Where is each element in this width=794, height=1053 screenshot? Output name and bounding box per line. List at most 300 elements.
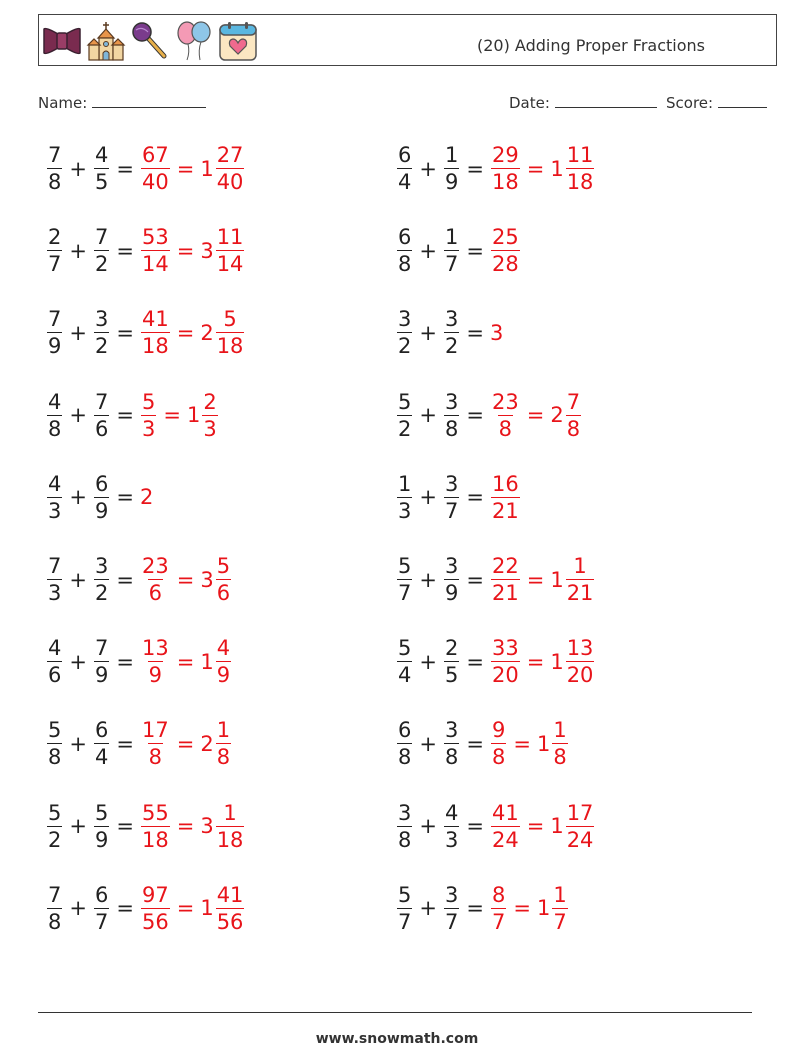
equals-sign: = bbox=[466, 320, 484, 345]
answer-whole: 3 bbox=[489, 320, 504, 345]
problem-item bbox=[396, 389, 582, 441]
addend-fraction bbox=[94, 227, 109, 275]
answer-mixed-fraction bbox=[566, 800, 595, 852]
answer-whole-part: 2 bbox=[200, 320, 214, 345]
plus-sign: + bbox=[419, 238, 437, 263]
numerator: 2 bbox=[203, 389, 217, 414]
answer bbox=[490, 145, 595, 193]
equals-sign: = bbox=[116, 649, 134, 674]
numerator: 6 bbox=[94, 471, 109, 496]
numerator: 5 bbox=[48, 718, 62, 743]
numerator: 3 bbox=[94, 554, 109, 578]
problem-item bbox=[46, 556, 232, 604]
denominator: 8 bbox=[491, 745, 506, 770]
numerator: 8 bbox=[491, 882, 506, 907]
answer-equals-sign: = bbox=[176, 814, 195, 839]
score-blank[interactable] bbox=[718, 93, 767, 108]
answer-improper-fraction bbox=[491, 882, 506, 934]
numerator: 5 bbox=[141, 389, 156, 414]
numerator: 1 bbox=[553, 882, 567, 907]
answer-equals-sign: = bbox=[526, 814, 545, 839]
denominator: 3 bbox=[48, 581, 62, 605]
numerator: 1 bbox=[216, 718, 231, 743]
numerator: 22 bbox=[491, 554, 519, 578]
problem-item bbox=[396, 638, 595, 686]
header-icons bbox=[42, 20, 258, 62]
numerator: 5 bbox=[398, 882, 412, 907]
denominator: 8 bbox=[216, 745, 231, 770]
answer-mixed-fraction bbox=[566, 389, 581, 441]
numerator: 67 bbox=[141, 143, 169, 167]
numerator: 6 bbox=[398, 225, 412, 250]
addend-fraction bbox=[397, 638, 412, 686]
answer-mixed-fraction bbox=[216, 556, 231, 604]
numerator: 3 bbox=[444, 882, 459, 907]
answer-equals-sign: = bbox=[163, 403, 181, 428]
denominator: 18 bbox=[491, 170, 519, 194]
numerator: 16 bbox=[491, 471, 519, 496]
answer-improper-fraction bbox=[491, 720, 506, 768]
denominator: 3 bbox=[444, 827, 459, 852]
numerator: 1 bbox=[223, 800, 237, 825]
addend-fraction bbox=[94, 638, 109, 686]
numerator: 6 bbox=[94, 882, 109, 907]
plus-sign: + bbox=[419, 731, 437, 756]
answer-whole-part: 1 bbox=[550, 814, 564, 839]
answer-whole-part: 1 bbox=[200, 156, 214, 181]
addend-fraction bbox=[47, 882, 62, 934]
addend-fraction bbox=[94, 556, 109, 604]
numerator: 23 bbox=[491, 389, 519, 414]
answer-whole-part: 1 bbox=[550, 567, 564, 592]
answer bbox=[140, 882, 245, 934]
plus-sign: + bbox=[419, 320, 437, 345]
denominator: 56 bbox=[141, 909, 169, 934]
problem-item bbox=[46, 145, 245, 193]
numerator: 25 bbox=[491, 225, 519, 250]
problem-item bbox=[46, 389, 219, 441]
denominator: 2 bbox=[94, 581, 109, 605]
denominator: 6 bbox=[48, 663, 62, 688]
addend-fraction bbox=[444, 309, 459, 357]
numerator: 7 bbox=[94, 389, 109, 414]
problem-item bbox=[396, 720, 569, 768]
numerator: 5 bbox=[398, 636, 412, 661]
microphone-icon bbox=[130, 20, 170, 62]
addend-fraction bbox=[444, 389, 459, 441]
denominator: 9 bbox=[48, 334, 62, 359]
plus-sign: + bbox=[69, 567, 87, 592]
denominator: 8 bbox=[48, 170, 62, 194]
plus-sign: + bbox=[419, 567, 437, 592]
denominator: 9 bbox=[148, 663, 163, 688]
answer bbox=[490, 638, 595, 686]
problem-item bbox=[46, 720, 232, 768]
date-blank[interactable] bbox=[555, 93, 657, 108]
answer-whole-part: 1 bbox=[536, 896, 551, 921]
equals-sign: = bbox=[466, 896, 484, 921]
denominator: 2 bbox=[398, 334, 412, 359]
numerator: 3 bbox=[444, 718, 459, 743]
problem-item bbox=[46, 638, 232, 686]
answer-whole-part: 2 bbox=[200, 731, 214, 756]
problem-item bbox=[396, 227, 521, 275]
denominator: 18 bbox=[141, 827, 169, 852]
denominator: 7 bbox=[48, 252, 62, 277]
numerator: 53 bbox=[141, 225, 169, 250]
answer-improper-fraction bbox=[141, 882, 170, 934]
answer bbox=[140, 720, 232, 768]
problem-item bbox=[46, 471, 154, 523]
numerator: 4 bbox=[48, 636, 62, 661]
addend-fraction bbox=[397, 227, 412, 275]
numerator: 7 bbox=[48, 554, 62, 578]
denominator: 7 bbox=[398, 581, 412, 605]
addend-fraction bbox=[94, 309, 109, 357]
denominator: 9 bbox=[444, 581, 459, 605]
answer-improper-fraction bbox=[491, 389, 520, 441]
equals-sign: = bbox=[466, 485, 484, 510]
numerator: 3 bbox=[398, 800, 412, 825]
denominator: 6 bbox=[148, 581, 163, 605]
numerator: 4 bbox=[48, 389, 62, 414]
denominator: 4 bbox=[398, 663, 412, 688]
denominator: 3 bbox=[203, 416, 217, 441]
numerator: 41 bbox=[141, 307, 169, 332]
worksheet-title: (20) Adding Proper Fractions bbox=[477, 36, 705, 55]
denominator: 21 bbox=[491, 581, 519, 605]
numerator: 2 bbox=[48, 225, 62, 250]
addend-fraction bbox=[397, 556, 412, 604]
problem-item bbox=[46, 800, 245, 852]
equals-sign: = bbox=[466, 567, 484, 592]
answer-equals-sign: = bbox=[176, 320, 195, 345]
numerator: 9 bbox=[491, 718, 506, 743]
problem-item bbox=[396, 471, 521, 523]
answer-improper-fraction bbox=[491, 556, 520, 604]
denominator: 14 bbox=[141, 252, 169, 277]
numerator: 5 bbox=[94, 800, 109, 825]
denominator: 2 bbox=[444, 334, 459, 359]
addend-fraction bbox=[397, 145, 412, 193]
addend-fraction bbox=[397, 471, 412, 523]
denominator: 24 bbox=[566, 827, 594, 852]
denominator: 7 bbox=[491, 909, 506, 934]
equals-sign: = bbox=[466, 238, 484, 263]
addend-fraction bbox=[47, 227, 62, 275]
numerator: 11 bbox=[566, 143, 594, 167]
denominator: 40 bbox=[141, 170, 169, 194]
answer-whole-part: 1 bbox=[200, 896, 214, 921]
plus-sign: + bbox=[69, 156, 87, 181]
plus-sign: + bbox=[69, 649, 87, 674]
problem-item bbox=[46, 309, 245, 357]
answer bbox=[140, 389, 219, 441]
numerator: 23 bbox=[141, 554, 169, 578]
equals-sign: = bbox=[116, 567, 134, 592]
problem-item bbox=[396, 556, 595, 604]
name-blank[interactable] bbox=[92, 93, 206, 108]
denominator: 8 bbox=[48, 909, 62, 934]
answer-improper-fraction bbox=[491, 227, 520, 275]
numerator: 2 bbox=[444, 636, 459, 661]
footer-url: www.snowmath.com bbox=[315, 1031, 479, 1047]
equals-sign: = bbox=[116, 156, 134, 181]
answer-whole-part: 1 bbox=[186, 403, 201, 428]
denominator: 7 bbox=[444, 909, 459, 934]
denominator: 3 bbox=[398, 498, 412, 523]
numerator: 3 bbox=[444, 471, 459, 496]
answer-equals-sign: = bbox=[513, 896, 531, 921]
plus-sign: + bbox=[69, 320, 87, 345]
addend-fraction bbox=[47, 720, 62, 768]
numerator: 13 bbox=[141, 636, 169, 661]
denominator: 40 bbox=[216, 170, 244, 194]
numerator: 4 bbox=[216, 636, 231, 661]
numerator: 41 bbox=[216, 882, 244, 907]
denominator: 4 bbox=[398, 170, 412, 194]
denominator: 5 bbox=[94, 170, 109, 194]
addend-fraction bbox=[444, 720, 459, 768]
denominator: 8 bbox=[398, 745, 412, 770]
answer bbox=[490, 227, 521, 275]
denominator: 8 bbox=[398, 252, 412, 277]
numerator: 7 bbox=[566, 389, 581, 414]
denominator: 21 bbox=[566, 581, 594, 605]
answer-equals-sign: = bbox=[176, 731, 195, 756]
addend-fraction bbox=[397, 309, 412, 357]
addend-fraction bbox=[94, 389, 109, 441]
denominator: 9 bbox=[94, 663, 109, 688]
addend-fraction bbox=[444, 638, 459, 686]
denominator: 3 bbox=[48, 498, 62, 523]
numerator: 7 bbox=[94, 636, 109, 661]
numerator: 17 bbox=[141, 718, 169, 743]
numerator: 3 bbox=[94, 307, 109, 332]
numerator: 7 bbox=[48, 143, 62, 167]
denominator: 8 bbox=[48, 745, 62, 770]
addend-fraction bbox=[47, 309, 62, 357]
date-field[interactable] bbox=[509, 93, 657, 112]
answer-whole: 2 bbox=[139, 485, 154, 510]
answer-whole-part: 1 bbox=[200, 649, 214, 674]
numerator: 3 bbox=[398, 307, 412, 332]
denominator: 20 bbox=[566, 663, 594, 688]
denominator: 18 bbox=[216, 827, 244, 852]
footer-divider bbox=[38, 1012, 752, 1013]
denominator: 3 bbox=[141, 416, 156, 441]
denominator: 7 bbox=[444, 498, 459, 523]
addend-fraction bbox=[47, 145, 62, 193]
answer-whole-part: 3 bbox=[200, 238, 214, 263]
answer bbox=[490, 882, 569, 934]
problem-item bbox=[396, 145, 595, 193]
answer-equals-sign: = bbox=[526, 403, 545, 428]
answer-mixed-fraction bbox=[202, 389, 217, 441]
denominator: 7 bbox=[94, 909, 109, 934]
name-label: Name: bbox=[38, 94, 88, 112]
denominator: 7 bbox=[444, 252, 459, 277]
denominator: 8 bbox=[444, 745, 459, 770]
answer-equals-sign: = bbox=[176, 896, 195, 921]
answer bbox=[140, 309, 245, 357]
addend-fraction bbox=[47, 389, 62, 441]
addend-fraction bbox=[47, 800, 62, 852]
plus-sign: + bbox=[419, 814, 437, 839]
answer-improper-fraction bbox=[141, 638, 170, 686]
denominator: 18 bbox=[216, 334, 244, 359]
equals-sign: = bbox=[466, 403, 484, 428]
addend-fraction bbox=[444, 556, 459, 604]
answer-equals-sign: = bbox=[176, 567, 195, 592]
answer-mixed-fraction bbox=[216, 882, 245, 934]
addend-fraction bbox=[444, 800, 459, 852]
denominator: 21 bbox=[491, 498, 519, 523]
plus-sign: + bbox=[419, 156, 437, 181]
plus-sign: + bbox=[69, 485, 87, 510]
denominator: 8 bbox=[498, 416, 513, 441]
equals-sign: = bbox=[116, 403, 134, 428]
numerator: 7 bbox=[48, 307, 62, 332]
numerator: 7 bbox=[48, 882, 62, 907]
answer-mixed-fraction bbox=[552, 720, 567, 768]
denominator: 8 bbox=[566, 416, 581, 441]
numerator: 5 bbox=[223, 307, 237, 332]
answer-mixed-fraction bbox=[216, 309, 245, 357]
worksheet-header bbox=[38, 14, 777, 66]
answer-equals-sign: = bbox=[176, 238, 195, 263]
answer bbox=[490, 471, 521, 523]
denominator: 4 bbox=[94, 745, 109, 770]
answer bbox=[489, 320, 504, 345]
answer-mixed-fraction bbox=[552, 882, 567, 934]
numerator: 17 bbox=[566, 800, 594, 825]
answer-improper-fraction bbox=[141, 389, 156, 441]
numerator: 5 bbox=[216, 554, 231, 578]
answer-mixed-fraction bbox=[216, 227, 245, 275]
denominator: 2 bbox=[398, 416, 412, 441]
plus-sign: + bbox=[69, 238, 87, 263]
answer-whole-part: 3 bbox=[200, 567, 214, 592]
plus-sign: + bbox=[69, 814, 87, 839]
addend-fraction bbox=[444, 145, 459, 193]
answer-improper-fraction bbox=[141, 556, 170, 604]
numerator: 3 bbox=[444, 307, 459, 332]
answer bbox=[140, 800, 245, 852]
plus-sign: + bbox=[69, 731, 87, 756]
answer-whole-part: 1 bbox=[536, 731, 551, 756]
answer bbox=[140, 487, 153, 508]
answer-mixed-fraction bbox=[216, 145, 245, 193]
denominator: 8 bbox=[48, 416, 62, 441]
equals-sign: = bbox=[116, 485, 134, 510]
answer-mixed-fraction bbox=[216, 720, 231, 768]
denominator: 8 bbox=[148, 745, 163, 770]
addend-fraction bbox=[47, 556, 62, 604]
addend-fraction bbox=[397, 800, 412, 852]
addend-fraction bbox=[444, 882, 459, 934]
equals-sign: = bbox=[116, 320, 134, 345]
plus-sign: + bbox=[419, 649, 437, 674]
answer bbox=[140, 638, 232, 686]
numerator: 5 bbox=[398, 554, 412, 578]
numerator: 55 bbox=[141, 800, 169, 825]
name-field[interactable] bbox=[38, 93, 206, 112]
answer bbox=[140, 227, 245, 275]
problem-item bbox=[396, 309, 503, 357]
equals-sign: = bbox=[466, 814, 484, 839]
addend-fraction bbox=[94, 800, 109, 852]
denominator: 2 bbox=[48, 827, 62, 852]
numerator: 1 bbox=[444, 225, 459, 250]
plus-sign: + bbox=[69, 896, 87, 921]
score-field[interactable] bbox=[666, 93, 767, 112]
numerator: 1 bbox=[398, 471, 412, 496]
problem-item bbox=[396, 800, 595, 852]
numerator: 7 bbox=[94, 225, 109, 250]
addend-fraction bbox=[94, 471, 109, 523]
equals-sign: = bbox=[466, 649, 484, 674]
numerator: 3 bbox=[444, 554, 459, 578]
answer-improper-fraction bbox=[141, 800, 170, 852]
answer bbox=[490, 720, 569, 768]
denominator: 9 bbox=[94, 498, 109, 523]
addend-fraction bbox=[94, 145, 109, 193]
numerator: 1 bbox=[553, 718, 567, 743]
numerator: 6 bbox=[398, 718, 412, 743]
plus-sign: + bbox=[69, 403, 87, 428]
denominator: 6 bbox=[94, 416, 109, 441]
answer-equals-sign: = bbox=[513, 731, 531, 756]
numerator: 6 bbox=[94, 718, 109, 743]
numerator: 4 bbox=[444, 800, 459, 825]
numerator: 5 bbox=[48, 800, 62, 825]
denominator: 8 bbox=[398, 827, 412, 852]
answer-improper-fraction bbox=[491, 145, 520, 193]
denominator: 7 bbox=[398, 909, 412, 934]
denominator: 18 bbox=[141, 334, 169, 359]
answer-whole-part: 2 bbox=[550, 403, 564, 428]
answer-whole-part: 1 bbox=[550, 156, 564, 181]
problem-item bbox=[46, 227, 245, 275]
numerator: 13 bbox=[566, 636, 594, 661]
denominator: 6 bbox=[216, 581, 231, 605]
denominator: 9 bbox=[444, 170, 459, 194]
answer-improper-fraction bbox=[141, 720, 170, 768]
bow-tie-icon bbox=[42, 20, 82, 62]
answer bbox=[140, 145, 245, 193]
answer-equals-sign: = bbox=[176, 156, 195, 181]
denominator: 9 bbox=[216, 663, 231, 688]
numerator: 11 bbox=[216, 225, 244, 250]
answer-equals-sign: = bbox=[526, 649, 545, 674]
answer-improper-fraction bbox=[141, 227, 170, 275]
equals-sign: = bbox=[466, 731, 484, 756]
answer-equals-sign: = bbox=[526, 156, 545, 181]
addend-fraction bbox=[444, 471, 459, 523]
denominator: 2 bbox=[94, 252, 109, 277]
answer-mixed-fraction bbox=[566, 638, 595, 686]
score-label: Score: bbox=[666, 94, 714, 112]
denominator: 14 bbox=[216, 252, 244, 277]
numerator: 1 bbox=[444, 143, 459, 167]
denominator: 20 bbox=[491, 663, 519, 688]
equals-sign: = bbox=[116, 814, 134, 839]
denominator: 5 bbox=[444, 663, 459, 688]
addend-fraction bbox=[94, 882, 109, 934]
equals-sign: = bbox=[116, 731, 134, 756]
answer-equals-sign: = bbox=[526, 567, 545, 592]
